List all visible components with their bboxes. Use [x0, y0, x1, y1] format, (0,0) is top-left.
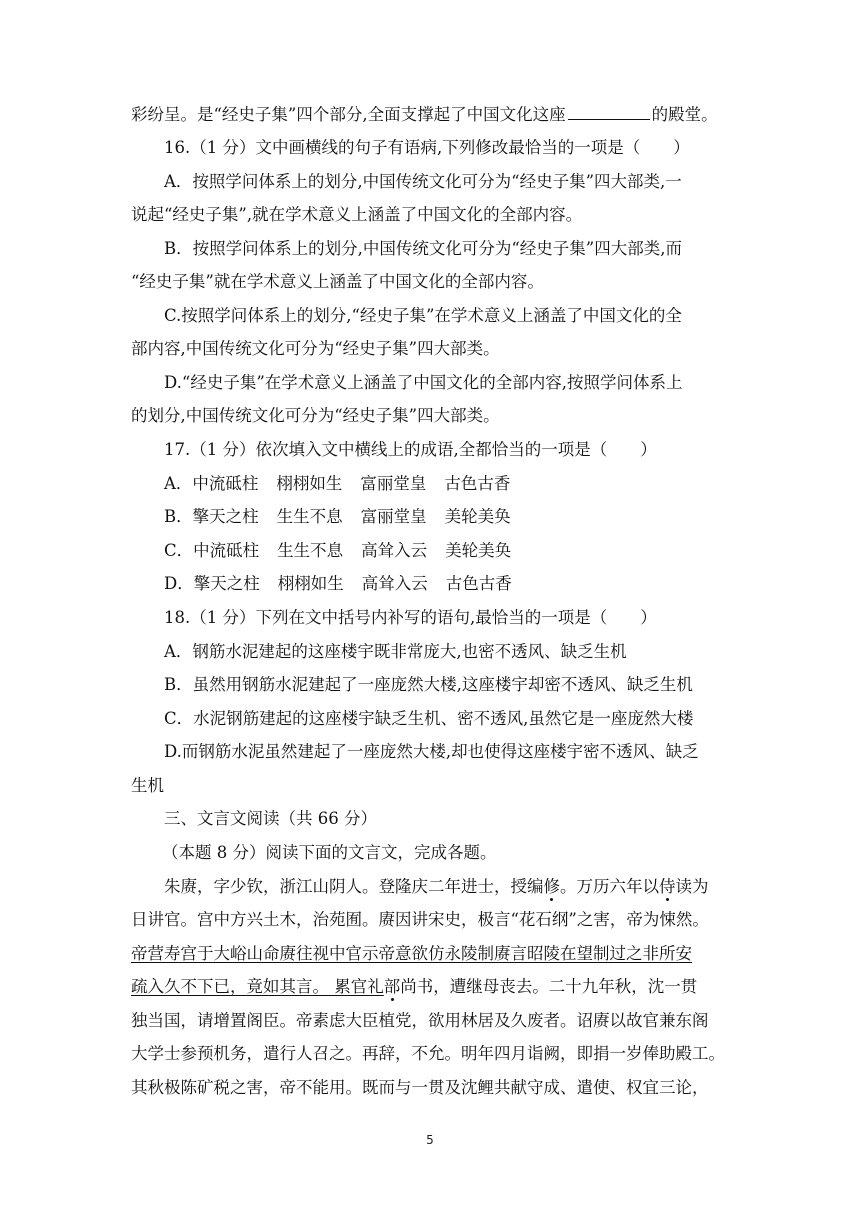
emphasis-dot-char: 修	[543, 877, 560, 896]
option-17b: B．擎天之柱 生生不息 富丽堂皇 美轮美奂	[164, 507, 511, 526]
option-16c-line2: 部内容,中国传统文化可分为“经史子集”四大部类。	[131, 339, 500, 358]
option-16b-line1: B．按照学问体系上的划分,中国传统文化可分为“经史子集”四大部类,而	[164, 239, 682, 258]
fill-blank	[568, 105, 650, 120]
emphasis-dot-char: 侍	[659, 877, 676, 896]
option-18d-line2: 生机	[131, 776, 164, 795]
option-18a: A．钢筋水泥建起的这座楼宇既非常庞大,也密不透风、缺乏生机	[164, 642, 627, 661]
section-heading: 三、文言文阅读（共 66 分）	[164, 809, 377, 828]
page-number: 5	[426, 1133, 434, 1147]
passage-line: 大学士参预机务，遣行人召之。再辞，不允。明年四月诣阙，即捐一岁俸助殿工。	[131, 1044, 725, 1063]
option-18d-line1: D.而钢筋水泥虽然建起了一座庞然大楼,却也使得这座楼宇密不透风、缺乏	[164, 742, 699, 761]
option-16a-line1: A．按照学问体系上的划分,中国传统文化可分为“经史子集”四大部类,一	[164, 172, 682, 191]
passage-line: 日讲官。宫中方兴土木，治苑囿。赓因讲宋史，极言“花石纲”之害，帝为悚然。	[131, 910, 709, 929]
option-16d-line2: 的划分,中国传统文化可分为“经史子集”四大部类。	[131, 406, 500, 425]
option-16c-line1: C.按照学问体系上的划分,“经史子集”在学术意义上涵盖了中国文化的全	[164, 306, 682, 325]
underlined-sentence: 帝营寿宫于大峪山命赓往视中官示帝意欲仿永陵制赓言昭陵在望制过之非所安	[131, 944, 692, 963]
option-18b: B．虽然用钢筋水泥建起了一座庞然大楼,这座楼宇却密不透风、缺乏生机	[164, 675, 693, 694]
question-16: 16.（1 分）文中画横线的句子有语病,下列修改最恰当的一项是（ ）	[164, 138, 690, 157]
passage-line: 疏入久不下已，竟如其言。 累官礼部尚书，遭继母丧去。二十九年秋，沈一贯	[131, 977, 698, 996]
option-17c: C．中流砥柱 生生不息 高耸入云 美轮美奂	[164, 541, 512, 560]
option-16d-line1: D.“经史子集”在学术意义上涵盖了中国文化的全部内容,按照学问体系上	[164, 373, 683, 392]
option-17a: A．中流砥柱 栩栩如生 富丽堂皇 古色古香	[164, 474, 511, 493]
question-17: 17.（1 分）依次填入文中横线上的成语,全都恰当的一项是（ ）	[164, 440, 657, 459]
option-16b-line2: “经史子集”就在学术意义上涵盖了中国文化的全部内容。	[131, 272, 544, 291]
passage-line: 独当国，请增置阁臣。帝素虑大臣植党，欲用林居及久废者。诏赓以故官兼东阁	[131, 1011, 709, 1030]
option-16a-line2: 说起“经史子集”,就在学术意义上涵盖了中国文化的全部内容。	[131, 205, 583, 224]
emphasis-dot-char: 部	[383, 977, 401, 996]
option-17d: D．擎天之柱 栩栩如生 高耸入云 古色古香	[164, 574, 512, 593]
passage-line: 朱赓，字少钦，浙江山阴人。登隆庆二年进士，授编修。万历六年以侍读为	[164, 877, 709, 896]
passage-line: 其秋极陈矿税之害，帝不能用。既而与一贯及沈鲤共献守成、遣使、权宜三论，	[131, 1078, 709, 1097]
passage-intro: （本题 8 分）阅读下面的文言文，完成各题。	[162, 843, 497, 862]
question-18: 18.（1 分）下列在文中括号内补写的语句,最恰当的一项是（ ）	[164, 608, 657, 627]
text-line: 彩纷呈。是“经史子集”四个部分,全面支撑起了中国文化这座 的殿堂。	[131, 105, 718, 124]
option-18c: C．水泥钢筋建起的这座楼宇缺乏生机、密不透风,虽然它是一座庞然大楼	[164, 709, 694, 728]
